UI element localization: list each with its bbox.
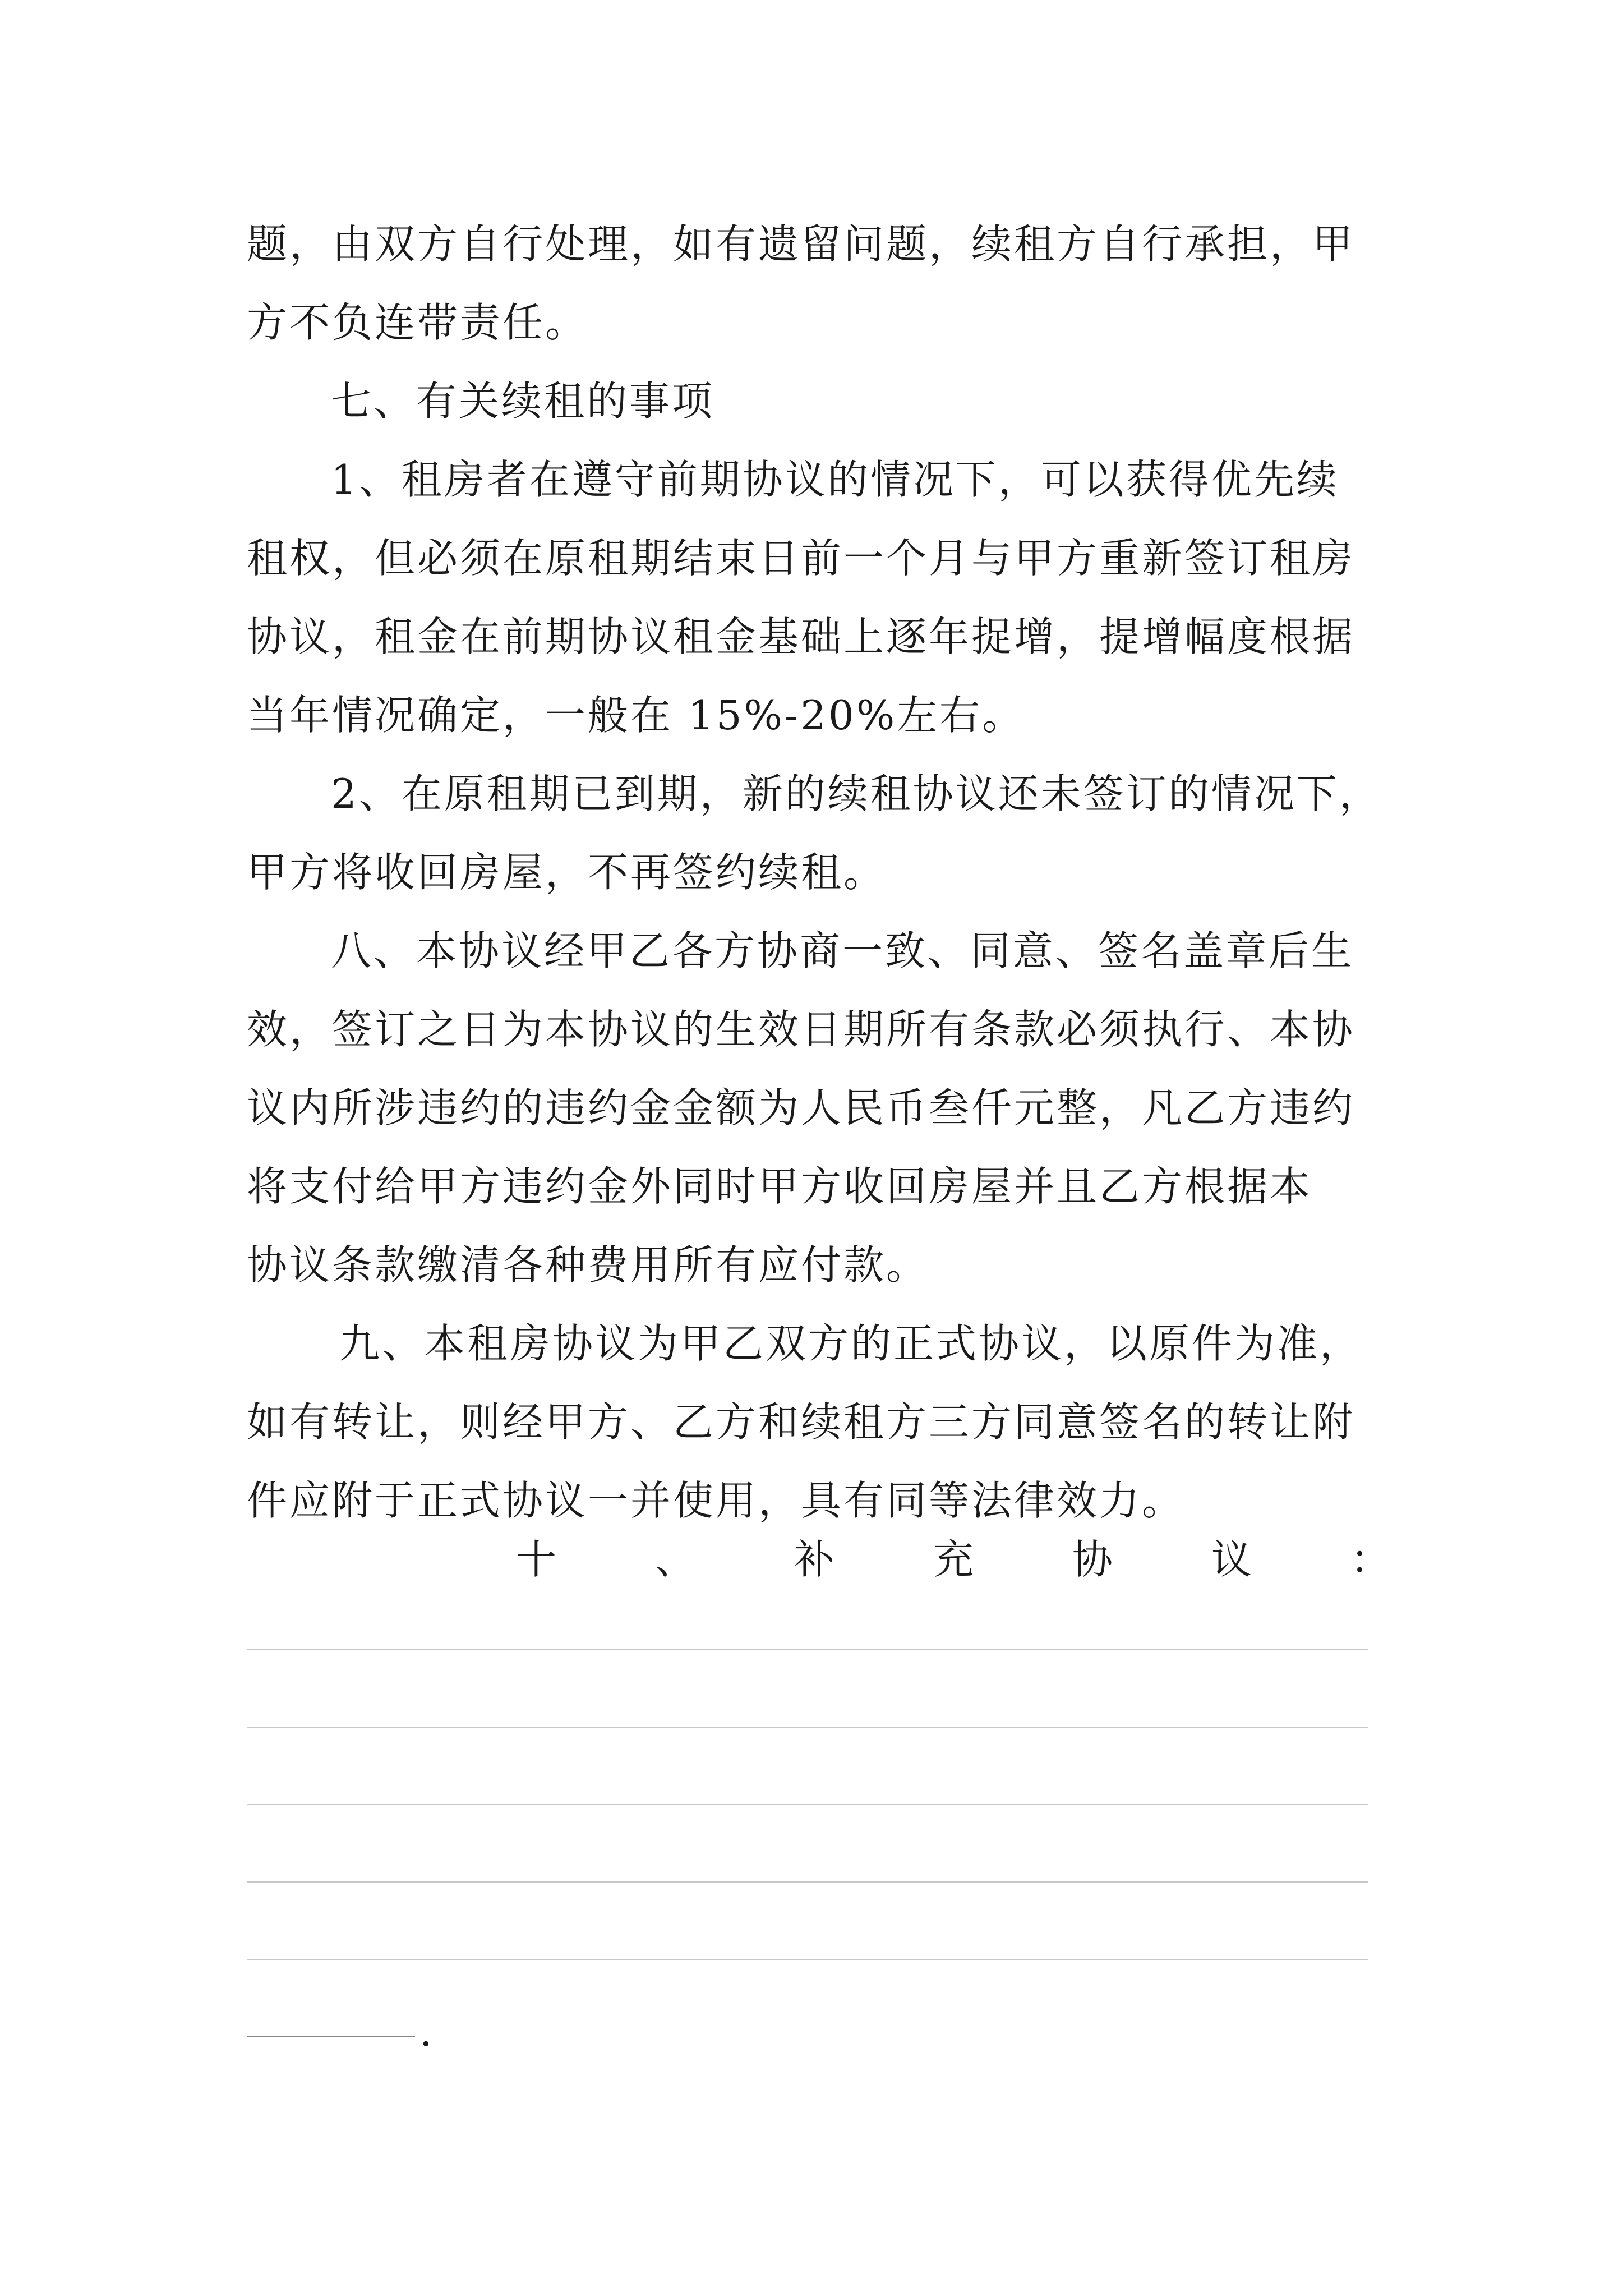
section-10-heading [247, 1531, 1391, 1588]
heading-char: 议 [1211, 1536, 1252, 1583]
paragraph-line: 1、租房者在遵守前期协议的情况下，可以获得优先续 [331, 456, 1339, 503]
heading-char: 补 [794, 1536, 834, 1583]
paragraph-line: 2、在原租期已到期，新的续租协议还未签订的情况下， [331, 770, 1382, 817]
paragraph-line: 甲方将收回房屋，不再签约续租。 [247, 849, 887, 896]
blank-fill-line [247, 1959, 1368, 1960]
blank-fill-line [247, 1881, 1368, 1883]
heading-char: 充 [933, 1536, 974, 1583]
paragraph-line: 租权，但必须在原租期结束日前一个月与甲方重新签订租房 [247, 535, 1355, 582]
heading-char: 、 [654, 1536, 695, 1583]
section-8-line: 八、本协议经甲乙各方协商一致、同意、签名盖章后生 [331, 927, 1354, 974]
paragraph-line: 将支付给甲方违约金外同时甲方收回房屋并且乙方根据本 [247, 1163, 1313, 1210]
paragraph-line: 当年情况确定，一般在 15%-20%左右。 [247, 692, 1025, 739]
paragraph-line: 效，签订之日为本协议的生效日期所有条款必须执行、本协 [247, 1006, 1355, 1053]
blank-fill-line [247, 1649, 1368, 1650]
paragraph-line: 题，由双方自行处理，如有遗留问题，续租方自行承担，甲 [247, 220, 1355, 268]
heading-char: 协 [1072, 1536, 1113, 1583]
blank-fill-line [247, 1727, 1368, 1728]
blank-fill-line-short [247, 2036, 415, 2037]
paragraph-line: 协议条款缴清各种费用所有应付款。 [247, 1241, 929, 1289]
heading-char: ： [1350, 1536, 1391, 1583]
paragraph-line: 方不负连带责任。 [247, 299, 588, 346]
heading-char: 十 [516, 1536, 557, 1583]
end-period: . [419, 2008, 432, 2055]
paragraph-line: 件应附于正式协议一并使用，具有同等法律效力。 [247, 1477, 1185, 1524]
paragraph-line: 协议，租金在前期协议租金基础上逐年捉增，提增幅度根据 [247, 613, 1355, 660]
paragraph-line: 议内所涉违约的违约金金额为人民币叁仟元整，凡乙方违约 [247, 1084, 1355, 1131]
section-9-line: 九、本租房协议为甲乙双方的正式协议，以原件为准， [339, 1320, 1363, 1367]
paragraph-line: 如有转让，则经甲方、乙方和续租方三方同意签名的转让附 [247, 1398, 1355, 1446]
section-7-heading: 七、有关续租的事项 [331, 378, 715, 425]
blank-fill-line [247, 1804, 1368, 1805]
